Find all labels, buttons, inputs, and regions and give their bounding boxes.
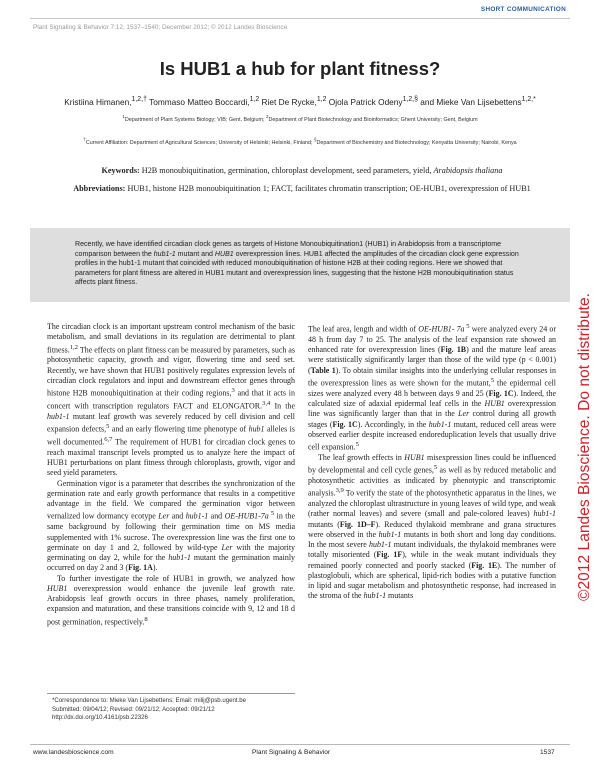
author-affiliation-marker: 1,2,* (521, 96, 536, 103)
table-reference[interactable]: Table 1 (310, 365, 336, 375)
keywords (52, 165, 552, 176)
correspondence-block (52, 697, 292, 723)
footer-page-number: 1537 (540, 749, 555, 756)
article-type-label: SHORT COMMUNICATION (480, 6, 566, 13)
journal-citation-line: Plant Signaling & Behavior 7:12, 1537–1540; December 2012; © 2012 Landes Bioscience (33, 24, 288, 31)
author-affiliation-marker: 1,2,† (131, 96, 147, 103)
correspondence-email[interactable]: *Correspondence to: Mieke Van Lijsebettens; Email: milij@psb.ugent.be (52, 697, 247, 704)
figure-reference[interactable]: Fig. 1A (128, 563, 153, 573)
author-name: Kristiina Himanen, (64, 96, 132, 107)
header-rule (30, 18, 570, 19)
watermark-text: ©2012 Landes Bioscience. Do not distribute. (576, 293, 593, 601)
affiliation-marker: † (83, 137, 86, 142)
paragraph: The leaf area, length and width of OE-HUB1- 7a $^5$ were analyzed every 24 or 48 h from day 7 to 25. The analysis of the leaf expansion rate showed an enhanced rate for overexpression lines (Fig. 1B) and the mature leaf areas were statistically significantly larger than those of the wild type (p < 0.001) (Table 1). To obtain similar insights into the underlying cellular responses in the overexpression lines as were shown for the mutant,$^5$ the epidermal cell sizes were analyzed every 48 h between days 9 and 25 (Fig. 1C). Indeed, the calculated size of adaxial epidermal leaf cells in the HUB1 overexpression line was significantly larger than that in the Ler control during all growth stages (Fig. 1C). Accordingly, in the hub1-1 mutant, reduced cell areas were observed earlier despite increased endoreduplication levels that usually drive cell expansion.$^5$ (308, 323, 557, 452)
affiliation-text: Department of Plant Biotechnology and Bioinformatics; Ghent University; Gent, Belgium (268, 116, 478, 123)
affiliation-text: Department of Plant Systems Biology; VIB; Gent, Belgium; (124, 116, 266, 123)
author-name: Riet De Rycke, (259, 96, 317, 107)
abbreviations (52, 183, 552, 194)
figure-reference[interactable]: Fig. 1D–F (339, 519, 376, 529)
affiliation-text: Current Affiliation: Department of Agricultural Sciences; University of Helsinki; Helsinki, Finland; (85, 139, 315, 146)
author-list (30, 96, 570, 107)
footer-journal-name: Plant Signaling & Behavior (252, 749, 331, 756)
author-name: and Mieke Van Lijsebettens (417, 96, 522, 107)
body-column-left (47, 322, 295, 627)
figure-reference[interactable]: Fig. 1B (440, 345, 467, 355)
figure-reference[interactable]: Fig. 1E (471, 560, 498, 570)
figure-reference[interactable]: Fig. 1F (376, 550, 403, 560)
paragraph: The leaf growth effects in HUB1 misexpression lines could be influenced by developmental and cell cycle genes,$^5$ as well as by reduced metabolic and photosynthetic activities as indicated by phenotypic and transcriptomic analysis.$^{3,9}$ To verify the state of the photosynthetic apparatus in the lines, we analyzed the chloroplast ultrastructure in young leaves of wild type, and weak (rather normal leaves) and severe (small and pale-colored leaves) hub1-1 mutants (Fig. 1D–F). Reduced thylakoid membrane and grana structures were observed in the hub1-1 mutants in both short and long day conditions. In the most severe hub1-1 mutant individuals, the thylakoid membranes were totally misoriented (Fig. 1F), while in the weak mutant individuals they remained poorly connected and poorly stacked (Fig. 1E). The number of plastoglobuli, which are spherical, lipid-rich bodies with a putative function in lipid and sugar metabolism and photosynthetic response, had increased in the stroma of the hub1-1 mutants (308, 452, 557, 601)
abstract-text: Recently, we have identified circadian clock genes as targets of Histone Monoubiquitination1 (HUB1) in Arabidopsis from a transcriptome comparison between the hub1-1 mutant and HUB1 overexpression lines. HUB1 affected the amplitudes of the circadian clock gene expression profiles in the hub1-1 mutant that coincided with reduced monoubiquitination of histone H2B at their coding regions. Here we showed that parameters for plant fitness are altered in HUB1 mutant and overexpression lines, suggesting that the histone H2B monoubiquitination status affects plant fitness. (75, 241, 519, 287)
affiliations-current (60, 136, 540, 147)
affiliation-marker: 2 (265, 114, 269, 119)
keywords-text: H2B monoubiquitination, germination, chloroplast development, seed parameters, yield, (139, 166, 434, 175)
article-title: Is HUB1 a hub for plant fitness? (159, 58, 441, 79)
abbreviations-label: Abbreviations: (73, 184, 126, 193)
affiliations-primary (30, 114, 570, 123)
affiliation-text: Department of Biochemistry and Biotechnology; Kenyatta University; Nairobi, Kenya (316, 139, 517, 146)
affiliation-marker: 1 (122, 114, 125, 119)
paragraph: The circadian clock is an important upstream control mechanism of the basic metabolism, and small deviations in its regulation are detrimental to plant fitness.$^{1,2}$ The effects on plant fitness can be measured by parameters, such as photosynthetic capacity, growth and vigor, flowering time and seed set. Recently, we have shown that HUB1 positively regulates expression levels of circadian clock regulators and input and downstream effector genes through histone H2B monoubiquitination at their coding regions,$^3$ and that it acts in concert with transcription regulators FACT and ELONGATOR.$^{3,4}$ In the hub1-1 mutant leaf growth was severely reduced by cell division and cell expansion defects,$^5$ and an early flowering time phenotype of hub1 alleles is well documented.$^{6,7}$ The requirement of HUB1 for circadian clock genes to reach maximal transcript levels prompted us to analyze here the impact of HUB1 perturbations on plant fitness through chloroplasts, growth, vigor and seed yield parameters. (47, 322, 295, 478)
figure-reference[interactable]: Fig. 1C (488, 388, 514, 398)
copyright-watermark (568, 232, 600, 662)
affiliation-marker: § (314, 137, 317, 142)
paragraph: Germination vigor is a parameter that describes the synchronization of the germination rate and early growth performance that results in a competitive advantage in the field. We compared the germination vigor between vernalized low dormancy ecotype Ler and hub1-1 and OE-HUB1-7a $^5$ in the same background by following their germination time on MS media supplemented with 1% sucrose. The overexpression line was the first one to germinate on day 1 and 2, followed by wild-type Ler with the majority germinating on day 2, while for the hub1-1 mutant the germination mainly occurred on day 2 and 3 (Fig. 1A). (47, 478, 295, 573)
abbreviations-text: HUB1, histone H2B monoubiquitination 1; FACT, facilitates chromatin transcription; OE-HUB1, overexpression of HUB1 (125, 184, 531, 193)
figure-reference[interactable]: Fig. 1C (332, 419, 358, 429)
paragraph: To further investigate the role of HUB1 in growth, we analyzed how HUB1 overexpression would enhance the juvenile leaf growth rate. Arabidopsis leaf growth occurs in three phases, namely proliferation, expansion and maturation, and these transitions coincide with 9, 12 and 18 d post germination, respectively.$^8$ (47, 573, 295, 627)
keywords-label: Keywords: (101, 166, 140, 175)
author-affiliation-marker: 1,2,§ (402, 96, 418, 103)
keywords-species: Arabidopsis thaliana (433, 166, 503, 175)
footer-rule (30, 744, 570, 745)
correspondence-rule (47, 693, 295, 694)
author-name: Tommaso Matteo Boccardi, (146, 96, 250, 107)
submission-dates: Submitted: 09/04/12; Revised: 09/21/12; Accepted: 09/21/12 (52, 705, 215, 713)
author-affiliation-marker: 1,2 (249, 96, 260, 103)
footer-website[interactable]: www.landesbioscience.com (33, 749, 114, 756)
author-affiliation-marker: 1,2 (316, 96, 327, 103)
body-column-right (308, 322, 556, 602)
author-name: Ojola Patrick Odeny (326, 96, 403, 107)
doi-link[interactable]: http://dx.doi.org/10.4161/psb.22326 (52, 714, 148, 722)
